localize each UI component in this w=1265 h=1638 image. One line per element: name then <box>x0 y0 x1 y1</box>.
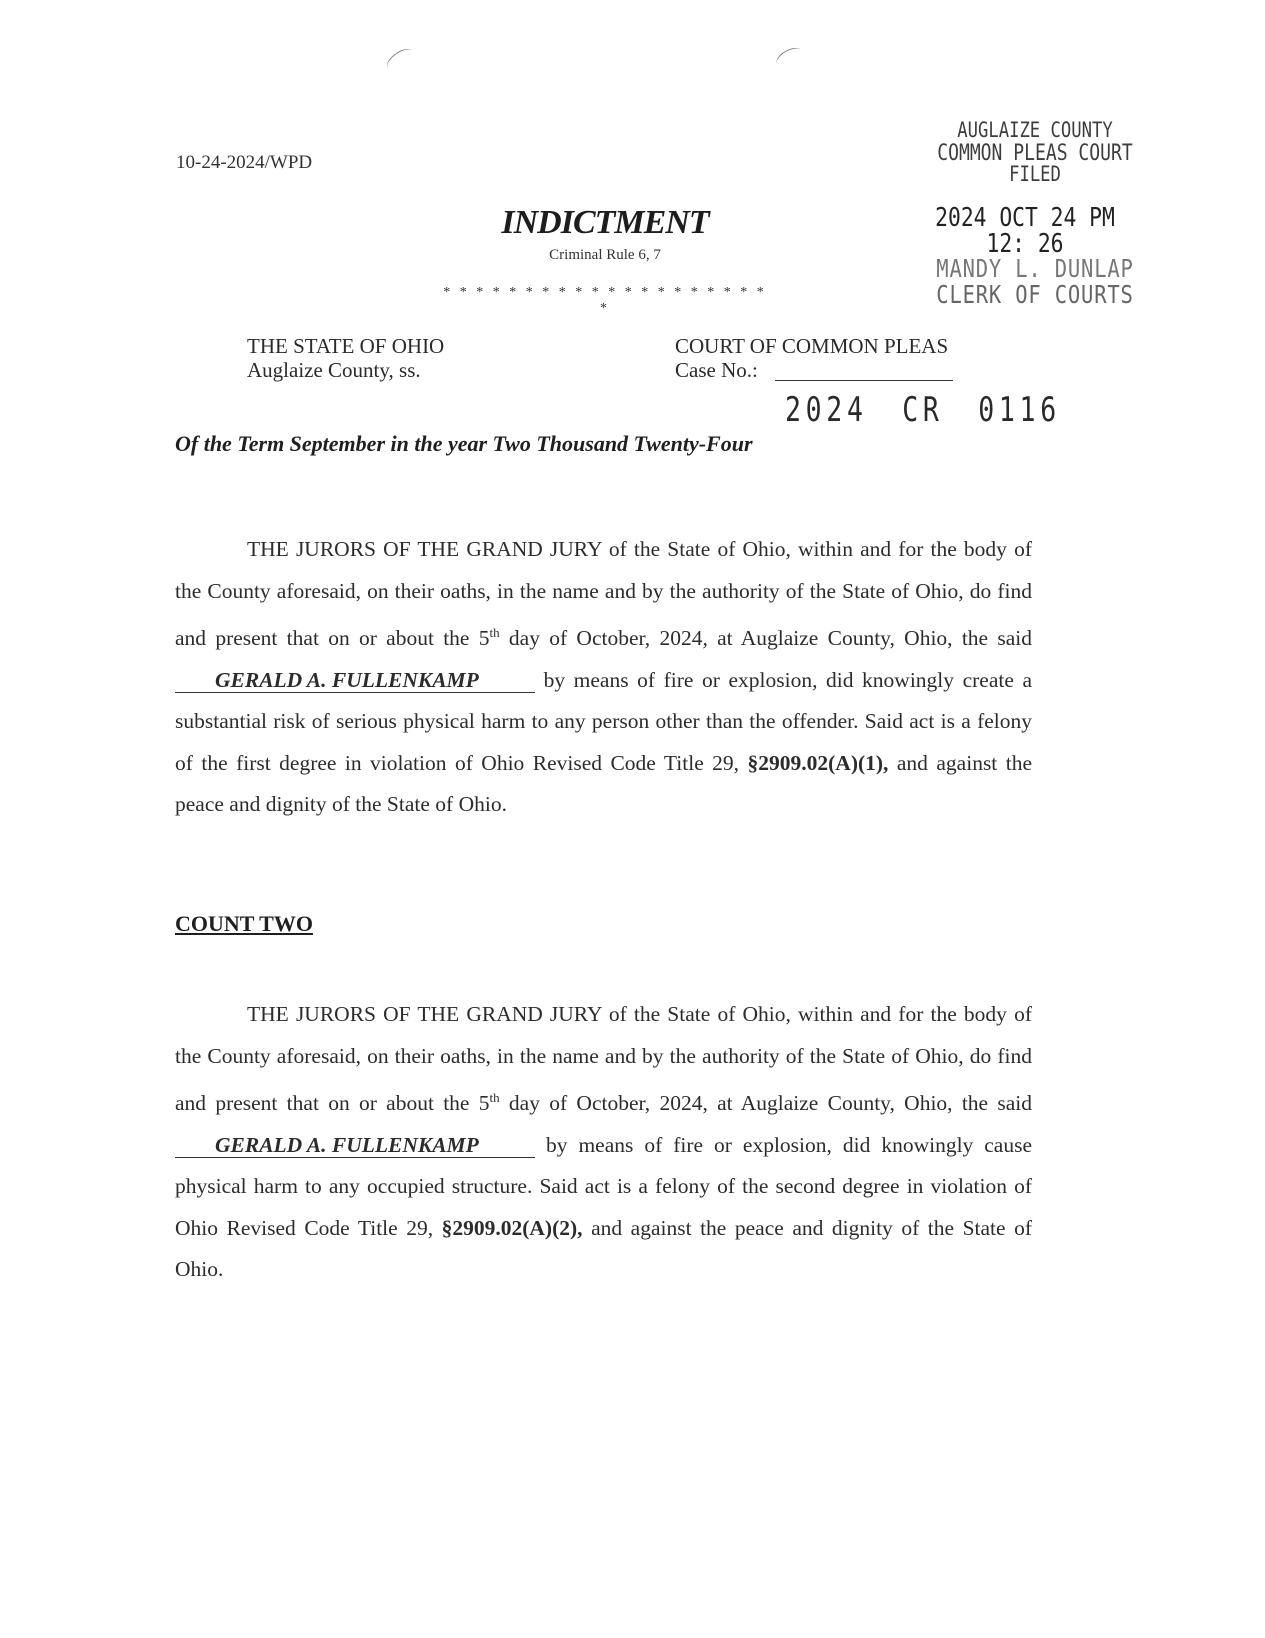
stamp-filed: FILED <box>1009 162 1061 186</box>
count-two-defendant: GERALD A. FULLENKAMP <box>175 1133 535 1158</box>
divider-stars: * * * * * * * * * * * * * * * * * * * * * <box>443 285 767 316</box>
caption-court: COURT OF COMMON PLEAS <box>675 334 949 358</box>
count-two-text-end: and against the peace and dignity of the State of Ohio. <box>175 1215 1032 1282</box>
count-one-paragraph <box>175 529 1032 826</box>
stamp-county: AUGLAIZE COUNTY <box>957 118 1113 142</box>
stamp-court: COMMON PLEAS COURT <box>937 141 1133 166</box>
caption-county: Auglaize County, ss. <box>247 358 421 382</box>
caption-state: THE STATE OF OHIO <box>247 334 445 358</box>
term-line: Of the Term September in the year Two Thousand Twenty-Four <box>175 431 753 456</box>
stamp-clerk-name: MANDY L. DUNLAP <box>936 254 1134 283</box>
document-title: INDICTMENT <box>501 204 709 241</box>
count-two-paragraph <box>175 994 1032 1291</box>
count-one-defendant: GERALD A. FULLENKAMP <box>175 668 535 693</box>
document-subtitle: Criminal Rule 6, 7 <box>549 247 661 263</box>
count-two-heading: COUNT TWO <box>175 911 313 936</box>
count-two-text-before: THE JURORS OF THE GRAND JURY of the State of Ohio, within and for the body of the County aforesaid, on their oaths, in the name and by the authority of the State of Ohio, do find and present that on or about the 5th day of October, 2024, at Auglaize County, Ohio, the said <box>175 1002 1033 1116</box>
document-id: 10-24-2024/WPD <box>176 152 313 173</box>
count-one-text-after: by means of fire or explosion, did knowingly create a substantial risk of serious physical harm to any person other than the offender. Said act is a felony of the first degree in violation of Ohio Revised Code Title 29, <box>175 667 1033 775</box>
count-one-text-end: and against the peace and dignity of the State of Ohio. <box>175 750 1032 817</box>
case-number-line <box>775 380 953 381</box>
stamp-clerk-title: CLERK OF COURTS <box>936 280 1134 309</box>
case-number: 2024 CR 0116 <box>785 390 1061 430</box>
count-two-citation: §2909.02(A)(2), <box>441 1215 583 1240</box>
count-one-citation: §2909.02(A)(1), <box>747 750 889 775</box>
scan-mark <box>383 45 416 74</box>
count-two-text-after: by means of fire or explosion, did knowingly cause physical harm to any occupied structure. Said act is a felony of the second degree in violation of Ohio Revised Code Title 29, <box>175 1132 1033 1240</box>
scan-mark <box>773 44 805 71</box>
count-one-text-before: THE JURORS OF THE GRAND JURY of the State of Ohio, within and for the body of the County aforesaid, on their oaths, in the name and by the authority of the State of Ohio, do find and present that on or about the 5th day of October, 2024, at Auglaize County, Ohio, the said <box>175 537 1033 651</box>
case-number-label: Case No.: <box>675 358 758 382</box>
stamp-date: 2024 OCT 24 PM 12: 26 <box>935 203 1115 259</box>
